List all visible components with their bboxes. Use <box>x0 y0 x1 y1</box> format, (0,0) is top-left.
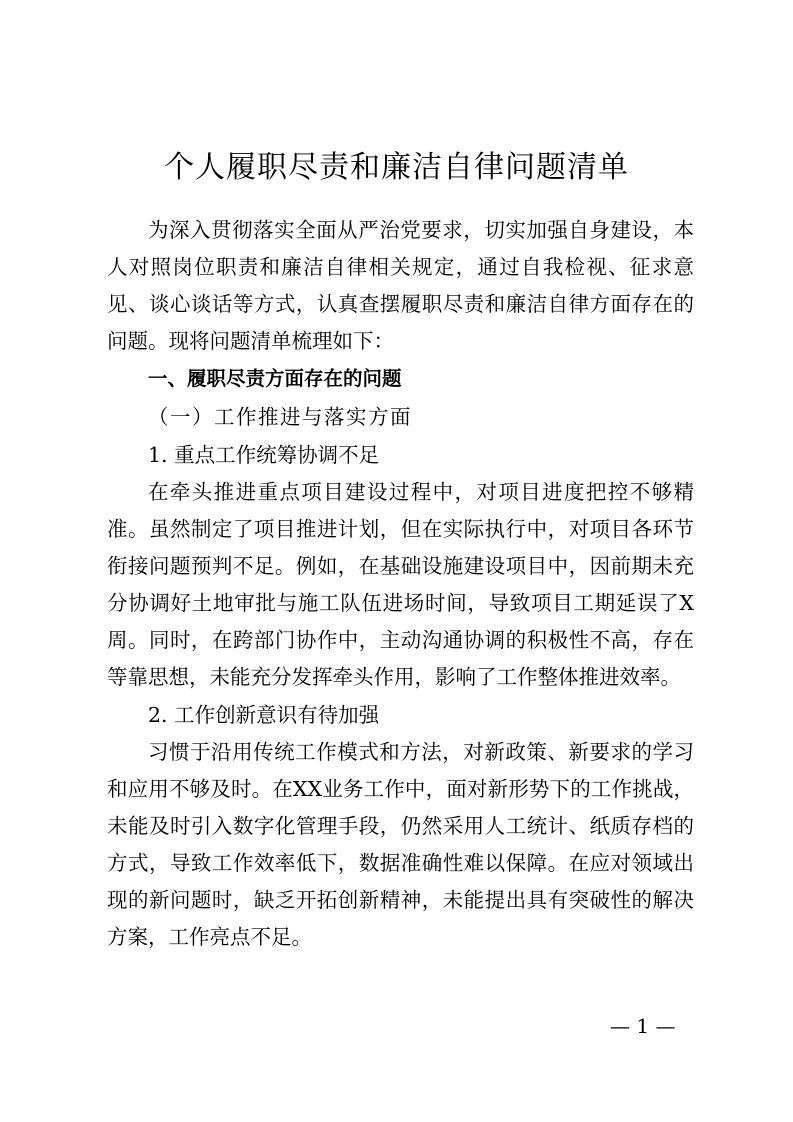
item-paragraph-2: 习惯于沿用传统工作模式和方法，对新政策、新要求的学习和应用不够及时。在XX业务工作中，面对新形势下的工作挑战，未能及时引入数字化管理手段，仍然采用人工统计、纸质存档的方式，导致工作效率低下，数据准确性难以保障。在应对领域出现的新问题时，缺乏开拓创新精神，未能提出具有突破性的解决方案，工作亮点不足。 <box>107 740 694 949</box>
item-heading-1: 1. 重点工作统筹协调不足 <box>148 443 380 467</box>
document-body <box>107 212 694 956</box>
subsection-heading: （一）工作推进与落实方面 <box>148 405 412 429</box>
intro-paragraph: 为深入贯彻落实全面从严治党要求，切实加强自身建设，本人对照岗位职责和廉洁自律相关规定，通过自我检视、征求意见、谈心谈话等方式，认真查摆履职尽责和廉洁自律方面存在的问题。现将问题清单梳理如下： <box>107 218 694 353</box>
document-title: 个人履职尽责和廉洁自律问题清单 <box>164 150 629 185</box>
item-paragraph-1: 在牵头推进重点项目建设过程中，对项目进度把控不够精准。虽然制定了项目推进计划，但在实际执行中，对项目各环节衔接问题预判不足。例如，在基础设施建设项目中，因前期未充分协调好土地审批与施工队伍进场时间，导致项目工期延误了X周。同时，在跨部门协作中，主动沟通协调的积极性不高，存在等靠思想，未能充分发挥牵头作用，影响了工作整体推进效率。 <box>107 480 694 689</box>
section-heading: 一、履职尽责方面存在的问题 <box>148 367 402 390</box>
item-heading-2: 2. 工作创新意识有待加强 <box>148 703 380 727</box>
page-number: — 1 — <box>610 1014 676 1038</box>
